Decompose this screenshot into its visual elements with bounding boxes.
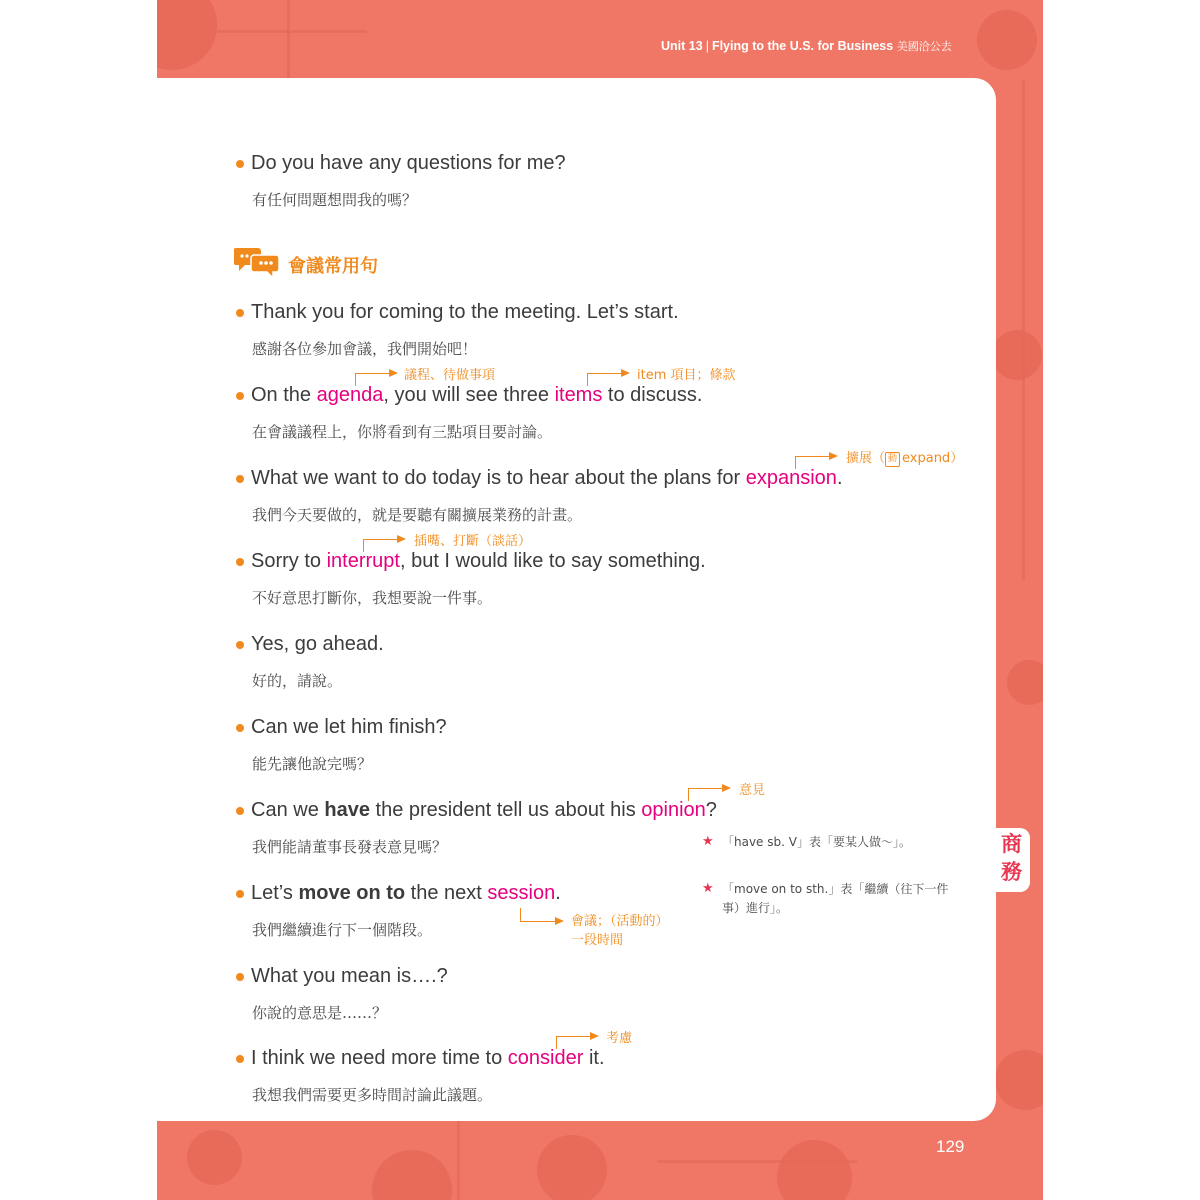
decor-dot (977, 10, 1037, 70)
decor-dot (187, 1130, 242, 1185)
vocab-word: agenda (316, 384, 384, 406)
grammar-note (722, 880, 948, 918)
phrase-zh: 我想我們需要更多時間討論此議題。 (252, 1086, 493, 1104)
annotation-arrow (590, 1032, 599, 1040)
annotation-text: 一段時間 (571, 933, 624, 948)
decor-line (657, 1160, 857, 1163)
phrase-en: Yes, go ahead. (251, 633, 384, 655)
phrase-text: to discuss. (602, 384, 703, 406)
annotation-text: ） (950, 451, 964, 466)
unit-number: Unit 13 (661, 39, 703, 53)
bullet (236, 392, 244, 400)
decor-dot (1007, 660, 1043, 705)
phrase-text: What we want to do today is to hear about the plans for (251, 467, 746, 489)
phrase-en (251, 384, 702, 407)
vocab-word: interrupt (326, 550, 400, 572)
phrase-zh: 感謝各位參加會議，我們開始吧！ (252, 340, 478, 358)
annotation-arrow (722, 784, 731, 792)
side-tab (993, 828, 1030, 892)
key-phrase: move on to (298, 882, 406, 904)
bullet (236, 160, 244, 168)
phrase-text: , you will see three (383, 384, 555, 406)
page-number: 129 (936, 1137, 965, 1156)
phrase-text: the president tell us about his (369, 799, 642, 821)
bullet (236, 641, 244, 649)
phrase-zh: 我們能請董事長發表意見嗎？ (252, 838, 448, 856)
phrase-zh: 你說的意思是……？ (252, 1004, 388, 1022)
annotation: 議程、待做事項 (404, 368, 496, 383)
bullet (236, 807, 244, 815)
decor-dot (777, 1140, 852, 1200)
annotation-arrow (397, 535, 406, 543)
phrase-text: the next (405, 882, 488, 904)
phrase-text: it. (583, 1047, 605, 1069)
decor-dot (995, 1050, 1043, 1110)
speech-bubbles-icon (234, 246, 280, 278)
bullet (236, 309, 244, 317)
annotation: 考慮 (606, 1031, 633, 1046)
annotation-text: expand (902, 451, 951, 466)
side-tab-char: 商 (1001, 832, 1022, 856)
annotation (846, 447, 963, 467)
star-icon: ★ (702, 834, 714, 849)
phrase-text: Let’s (251, 882, 299, 904)
phrase-en (251, 550, 706, 573)
decor-line (457, 1121, 460, 1200)
annotation-text: 擴展（ (846, 451, 886, 466)
section-title: 會議常用句 (288, 256, 378, 277)
decor-dot (992, 330, 1042, 380)
vocab-word: consider (507, 1047, 584, 1069)
phrase-en: What you mean is….? (251, 965, 448, 987)
vocab-word: expansion (745, 467, 837, 489)
annotation-arrow (621, 369, 630, 377)
phrase-zh: 不好意思打斷你，我想要說一件事。 (252, 589, 493, 607)
phrase-zh: 我們今天要做的，就是要聽有關擴展業務的計畫。 (252, 506, 583, 524)
annotation (571, 912, 669, 950)
phrase-text: On the (251, 384, 317, 406)
unit-title-zh: 美國洽公去 (896, 41, 952, 53)
annotation-text: 會議；（活動的） (571, 914, 669, 929)
verb-badge-icon: 動 (885, 452, 900, 467)
phrase-text: . (555, 882, 561, 904)
annotation-arrow (389, 369, 398, 377)
running-header (661, 38, 952, 54)
phrase-zh: 有任何問題想問我的嗎？ (252, 191, 418, 209)
annotation: 意見 (739, 783, 766, 798)
bullet (236, 724, 244, 732)
phrase-zh: 我們繼續進行下一個階段。 (252, 921, 433, 939)
decor-line (217, 30, 367, 33)
note-text: 事）進行」。 (722, 901, 789, 915)
bullet (236, 973, 244, 981)
note-text: 「move on to sth.」表「繼續（往下一件 (722, 882, 949, 896)
phrase-zh: 在會議議程上，你將看到有三點項目要討論。 (252, 423, 553, 441)
phrase-zh: 好的，請說。 (252, 672, 343, 690)
phrase-en (251, 1047, 605, 1070)
bullet (236, 1055, 244, 1063)
star-icon: ★ (702, 881, 714, 896)
phrase-en: Can we let him finish? (251, 716, 447, 738)
grammar-note: 「have sb. V」表「要某人做～」。 (722, 835, 911, 849)
decor-dot (537, 1135, 607, 1200)
phrase-text: Can we (251, 799, 325, 821)
decor-dot (157, 0, 217, 70)
unit-title: Flying to the U.S. for Business (711, 39, 894, 53)
bullet (236, 558, 244, 566)
side-tab-char: 務 (1001, 860, 1022, 884)
vocab-word: opinion (641, 799, 706, 821)
key-phrase: have (324, 799, 370, 821)
vocab-word: items (554, 384, 603, 406)
annotation-arrow (829, 452, 838, 460)
phrase-zh: 能先讓他說完嗎？ (252, 755, 373, 773)
vocab-word: session (487, 882, 556, 904)
phrase-en (251, 799, 717, 822)
phrase-text: , but I would like to say something. (399, 550, 706, 572)
phrase-en: Do you have any questions for me? (251, 152, 566, 174)
annotation: 插嘴、打斷（談話） (414, 534, 532, 549)
bullet (236, 475, 244, 483)
annotation: item 項目；條款 (637, 368, 736, 383)
phrase-en (251, 467, 843, 490)
decor-line (1022, 80, 1025, 580)
phrase-text: I think we need more time to (251, 1047, 508, 1069)
header-separator: | (705, 39, 709, 53)
phrase-en: Thank you for coming to the meeting. Let’s start. (251, 301, 679, 323)
phrase-text: Sorry to (251, 550, 327, 572)
phrase-text: ? (705, 799, 717, 821)
annotation-connector (520, 908, 556, 922)
bullet (236, 890, 244, 898)
phrase-text: . (836, 467, 843, 489)
decor-dot (372, 1150, 452, 1200)
decor-line (287, 0, 290, 78)
annotation-arrow (555, 917, 564, 925)
phrase-en (251, 882, 561, 905)
